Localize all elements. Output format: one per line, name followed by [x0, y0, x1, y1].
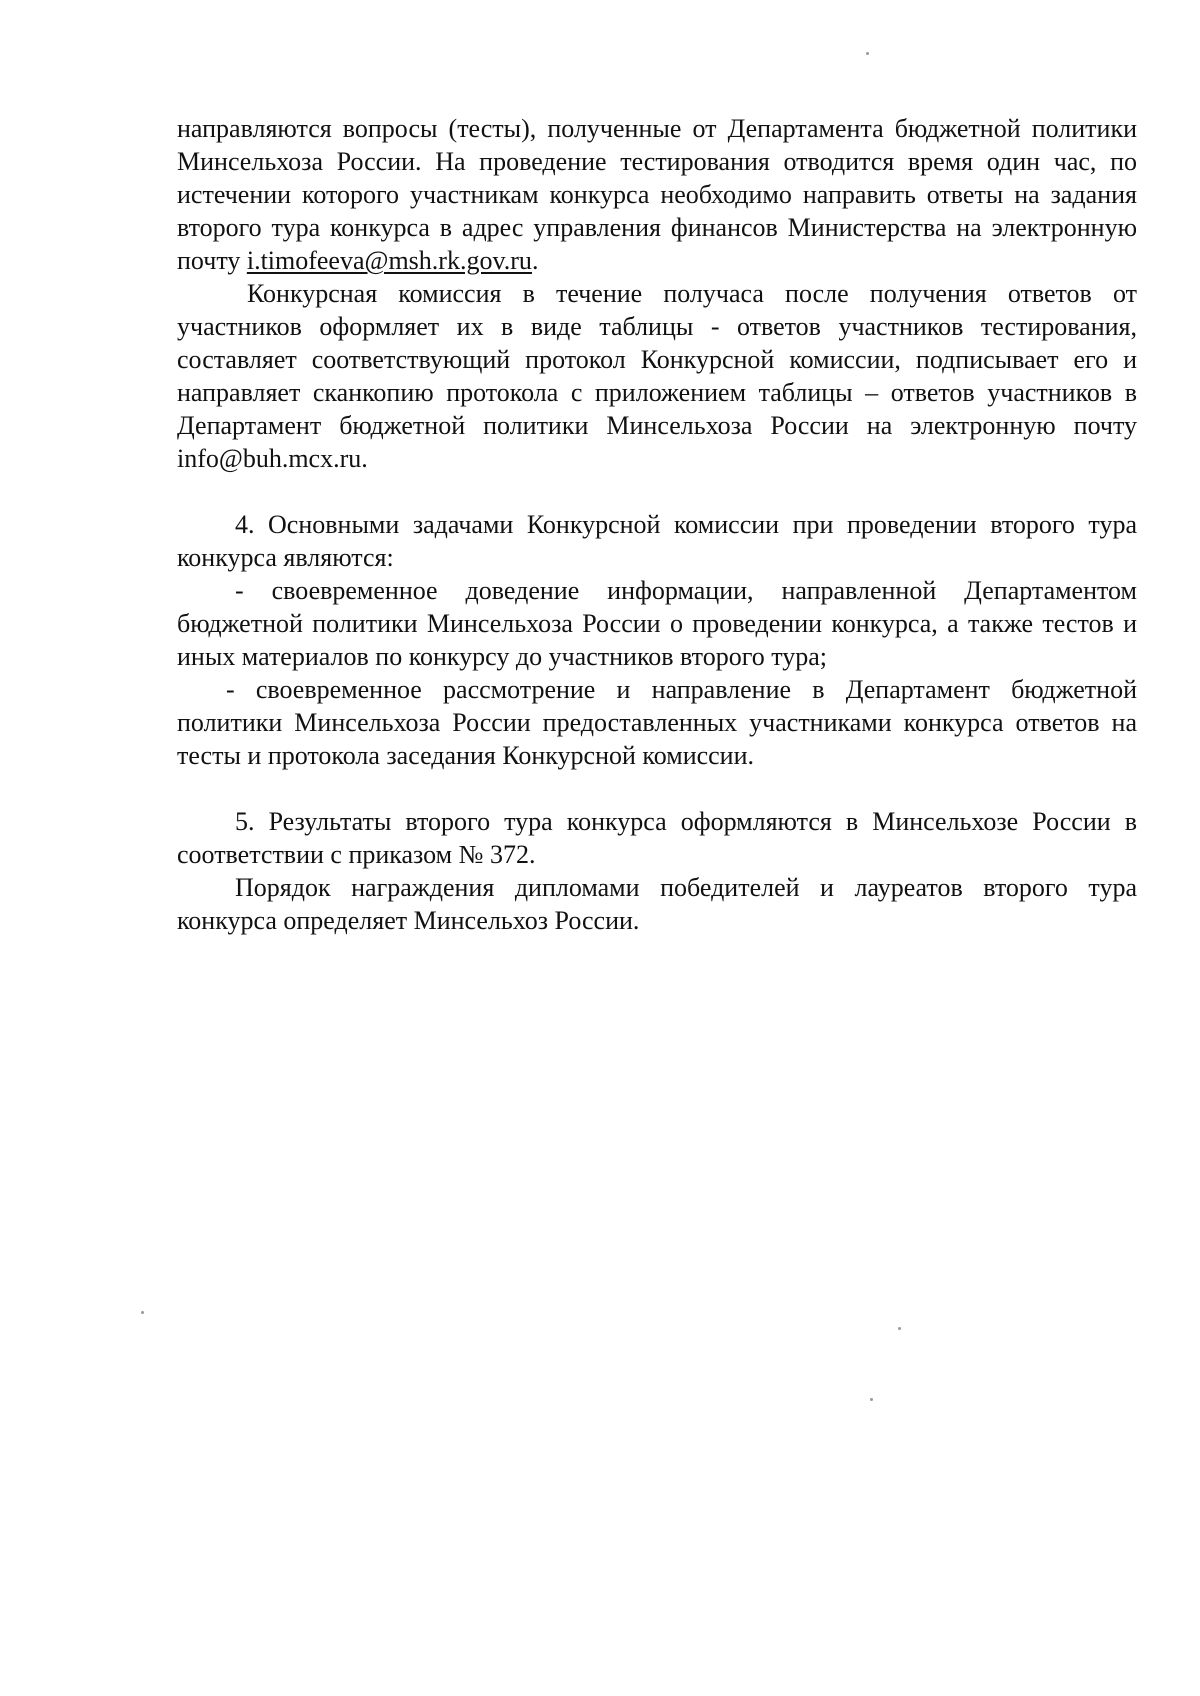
paragraph-results: 5. Результаты второго тура конкурса оформляются в Минсельхозе России в соответствии с приказом № 372. [177, 807, 1137, 869]
scan-speck [898, 1327, 901, 1330]
email-link-timofeeva[interactable]: i.timofeeva@msh.rk.gov.ru [246, 246, 532, 275]
paragraph-awards: Порядок награждения дипломами победителей и лауреатов второго тура конкурса определяет Минсельхоз России. [177, 873, 1137, 935]
list-item-task-review: - своевременное рассмотрение и направление в Департамент бюджетной политики Минсельхоза России предоставленных участниками конкурса ответов на тесты и протокола заседания Конкурсной комиссии. [177, 675, 1137, 770]
paragraph-commission-tasks: 4. Основными задачами Конкурсной комиссии при проведении второго тура конкурса являются: [177, 510, 1137, 572]
paragraph-testing-time-end: . [531, 246, 539, 275]
scan-speck [866, 52, 869, 55]
list-item-task-information: - своевременное доведение информации, направленной Департаментом бюджетной политики Минсельхоза России о проведении конкурса, а также тестов и иных материалов по конкурсу до участников второго тура; [177, 576, 1137, 671]
paragraph-testing-time-text: направляются вопросы (тесты), полученные от Департамента бюджетной политики Минсельхоза России. На проведение тестирования отводится время один час, по истечении которого участникам конкурса необходимо направить ответы на задания второго тура конкурса в адрес управления финансов Министерства на электронную почту [177, 114, 1137, 275]
paragraph-commission-answers: Конкурсная комиссия в течение получаса после получения ответов от участников оформляет их в виде таблицы - ответов участников тестирования, составляет соответствующий протокол Конкурсной комиссии, подписывает его и направляет сканкопию протокола с приложением таблицы – ответов участников в Департамент бюджетной политики Минсельхоза России на электронную почту info@buh.mcx.ru. [177, 279, 1137, 473]
document-body [177, 112, 1137, 937]
paragraph-testing-time [177, 112, 1137, 277]
scan-speck [870, 1398, 873, 1401]
scan-speck [141, 1311, 144, 1314]
